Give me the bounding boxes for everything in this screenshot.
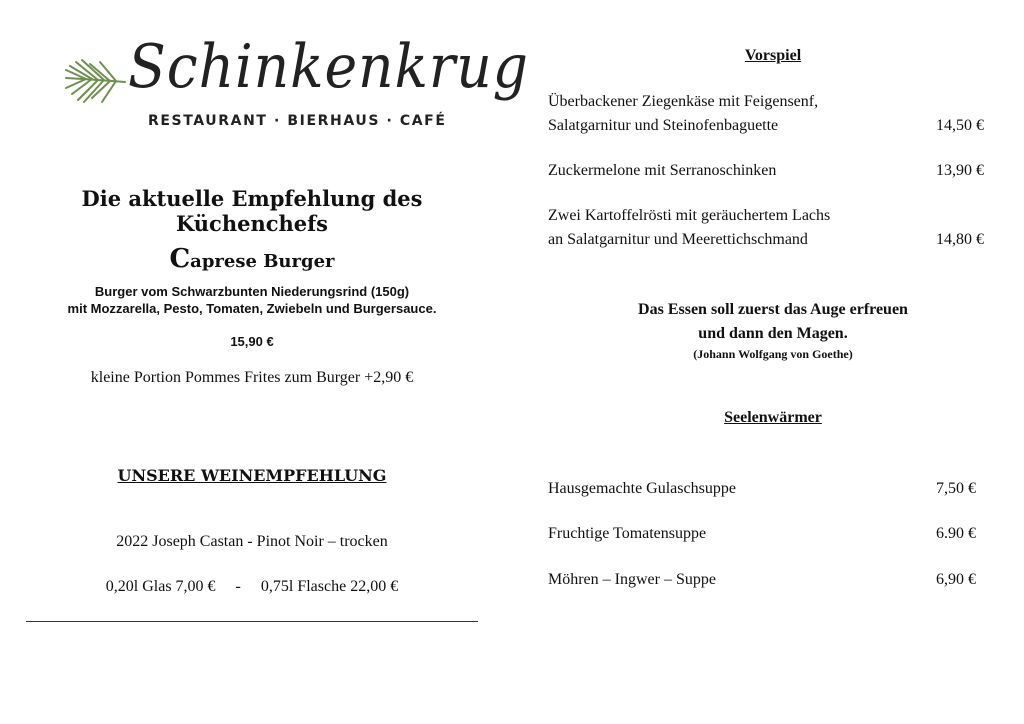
menu-item-price: 13,90 € (936, 162, 984, 179)
quote-line: Das Essen soll zuerst das Auge erfreuen (638, 301, 908, 318)
dish-price: 15,90 € (230, 334, 274, 349)
dish-title (26, 244, 478, 274)
dish-title-rest: aprese Burger (190, 251, 335, 272)
menu-item (548, 159, 776, 183)
menu-item-line: an Salatgarnitur und Meerettichschmand (548, 231, 808, 248)
section-heading-seelenwaermer: Seelenwärmer (724, 409, 822, 426)
menu-item-price: 14,80 € (936, 231, 984, 248)
menu-item-soup: Fruchtige Tomatensuppe (548, 525, 707, 542)
wine-heading: UNSERE WEINEMPFEHLUNG (117, 466, 387, 485)
logo-tagline: RESTAURANT · BIERHAUS · CAFÉ (148, 113, 447, 129)
chef-recommendation-heading: Die aktuelle Empfehlung des Küchenchefs (81, 186, 423, 236)
menu-item-price: 6,90 € (936, 571, 976, 588)
menu-item-price: 7,50 € (936, 480, 976, 497)
menu-item-price: 14,50 € (936, 117, 984, 134)
menu-item-line: Zwei Kartoffelrösti mit geräuchertem Lachs (548, 207, 831, 224)
logo-wordmark: Schinkenkrug (128, 32, 529, 102)
divider (26, 621, 478, 622)
menu-item-line: Zuckermelone mit Serranoschinken (548, 162, 777, 179)
menu-item-line: Salatgarnitur und Steinofenbaguette (548, 117, 779, 134)
dish-description-line: Burger vom Schwarzbunten Niederungsrind (150g) (94, 284, 410, 299)
quote-line: und dann den Magen. (698, 325, 848, 342)
dish-description-line: mit Mozzarella, Pesto, Tomaten, Zwiebeln und Burgersauce. (67, 301, 437, 316)
menu-item-soup: Möhren – Ingwer – Suppe (548, 571, 716, 588)
dish-title-initial: C (169, 244, 191, 274)
menu-item-soup: Hausgemachte Gulaschsuppe (548, 480, 736, 497)
dish-extra: kleine Portion Pommes Frites zum Burger +2,90 € (90, 369, 414, 386)
goethe-quote (548, 298, 998, 362)
wine-name: 2022 Joseph Castan - Pinot Noir – trocken (116, 533, 388, 550)
logo (60, 32, 529, 140)
palm-leaf-icon (60, 50, 130, 120)
menu-item (548, 204, 830, 252)
menu-item-price: 6.90 € (936, 525, 976, 542)
menu-item-line: Überbackener Ziegenkäse mit Feigensenf, (548, 93, 819, 110)
wine-prices: 0,20l Glas 7,00 € - 0,75l Flasche 22,00 € (105, 578, 399, 595)
dish-description (26, 283, 478, 317)
section-heading-vorspiel: Vorspiel (744, 47, 802, 64)
menu-item (548, 90, 818, 138)
quote-author: (Johann Wolfgang von Goethe) (693, 347, 853, 361)
